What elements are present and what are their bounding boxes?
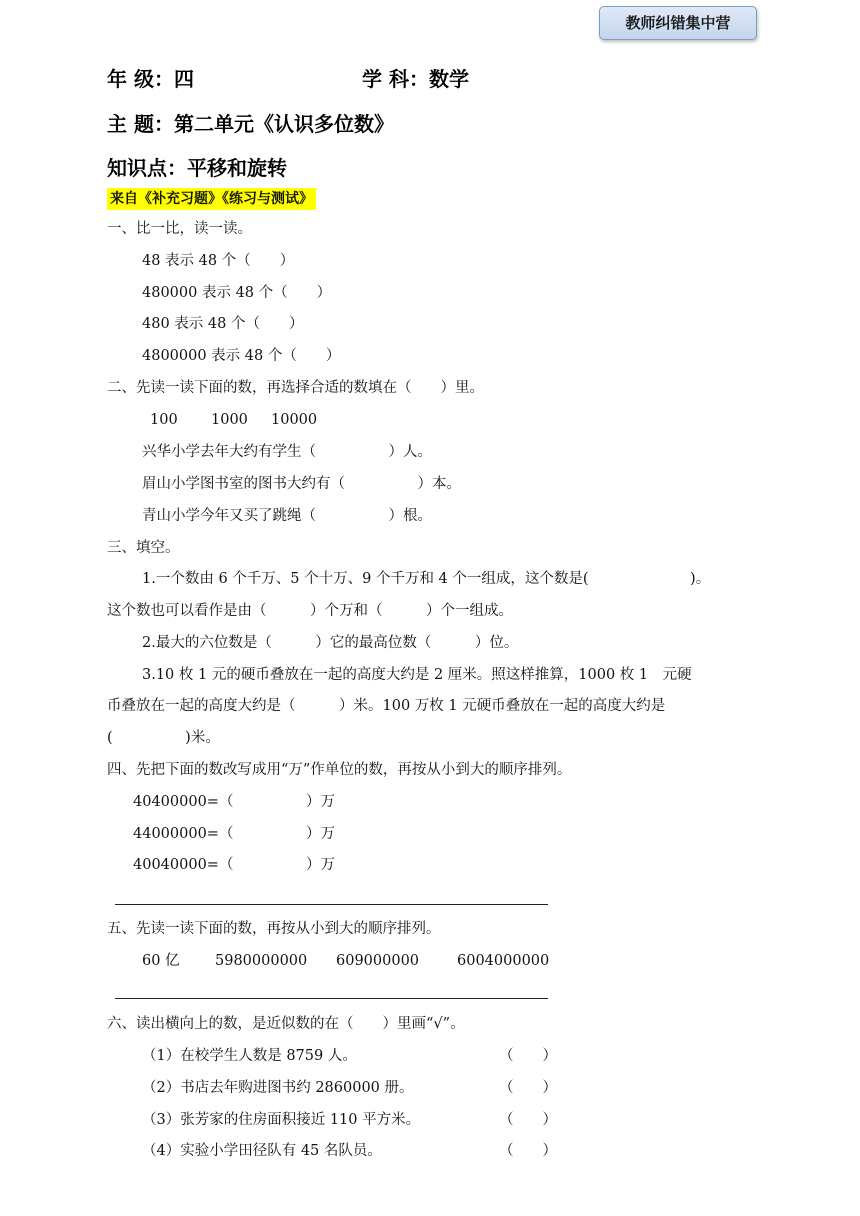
q1-item: 480000 表示 48 个（ ） [142, 285, 332, 301]
q3-title: 三、填空。 [107, 540, 180, 556]
q2-item: 眉山小学图书室的图书大约有（ ）本。 [142, 476, 461, 492]
q1-title: 一、比一比，读一读。 [107, 221, 252, 237]
q6-item-box: （ ） [499, 1048, 557, 1064]
q6-item-box: （ ） [499, 1080, 557, 1096]
q4-item: 44000000=（ ）万 [133, 826, 335, 842]
q6-item-text: （1）在校学生人数是 8759 人。 [142, 1048, 357, 1064]
q5-number: 609000000 [336, 953, 420, 969]
q3-item3-line3: ( )米。 [107, 730, 220, 746]
q3-item3-line2: 币叠放在一起的高度大约是（ ）米。100 万枚 1 元硬币叠放在一起的高度大约是 [107, 698, 666, 714]
q4-item: 40400000=（ ）万 [133, 794, 335, 810]
q6-item-box: （ ） [499, 1112, 557, 1128]
q2-choice: 100 [150, 412, 178, 428]
topic-label: 主 题：第二单元《认识多位数》 [107, 112, 394, 136]
q3-item3-line1: 3.10 枚 1 元的硬币叠放在一起的高度大约是 2 厘米。照这样推算，1000 枚 1 元硬 [142, 667, 692, 683]
q6-item-text: （3）张芳家的住房面积接近 110 平方米。 [142, 1112, 421, 1128]
q4-title: 四、先把下面的数改写成用“万”作单位的数，再按从小到大的顺序排列。 [107, 762, 572, 778]
q2-item: 兴华小学去年大约有学生（ ）人。 [142, 444, 432, 460]
q1-item: 48 表示 48 个（ ） [142, 253, 295, 269]
q3-item1-line2: 这个数也可以看作是由（ ）个万和（ ）个一组成。 [107, 603, 513, 619]
q1-item: 4800000 表示 48 个（ ） [142, 348, 341, 364]
q3-item1-line1: 1.一个数由 6 个千万、5 个十万、9 个千万和 4 个一组成，这个数是( )。 [142, 571, 711, 587]
q6-item-box: （ ） [499, 1143, 557, 1159]
q5-number: 6004000000 [457, 953, 550, 969]
q5-title: 五、先读一读下面的数，再按从小到大的顺序排列。 [107, 921, 441, 937]
q2-choice: 10000 [271, 412, 318, 428]
knowledge-point-label: 知识点：平移和旋转 [107, 156, 287, 180]
grade-label: 年 级：四 [107, 67, 194, 91]
source-highlight: 来自《补充习题》《练习与测试》 [107, 188, 316, 210]
q1-item: 480 表示 48 个（ ） [142, 316, 304, 332]
q2-choice: 1000 [211, 412, 248, 428]
q5-answer-line [115, 998, 548, 999]
subject-label: 学 科：数学 [362, 67, 469, 91]
q5-number: 60 亿 [142, 953, 180, 969]
q6-item-text: （2）书店去年购进图书约 2860000 册。 [142, 1080, 414, 1096]
q4-answer-line [115, 904, 548, 905]
q4-item: 40040000=（ ）万 [133, 857, 335, 873]
q5-number: 5980000000 [215, 953, 308, 969]
q2-title: 二、先读一读下面的数，再选择合适的数填在（ ）里。 [107, 380, 484, 396]
q2-item: 青山小学今年又买了跳绳（ ）根。 [142, 508, 432, 524]
q3-item2: 2.最大的六位数是（ ）它的最高位数（ ）位。 [142, 635, 519, 651]
q6-item-text: （4）实验小学田径队有 45 名队员。 [142, 1143, 382, 1159]
teacher-correction-badge: 教师纠错集中营 [599, 6, 757, 40]
q6-title: 六、读出横向上的数，是近似数的在（ ）里画“√”。 [107, 1016, 465, 1032]
